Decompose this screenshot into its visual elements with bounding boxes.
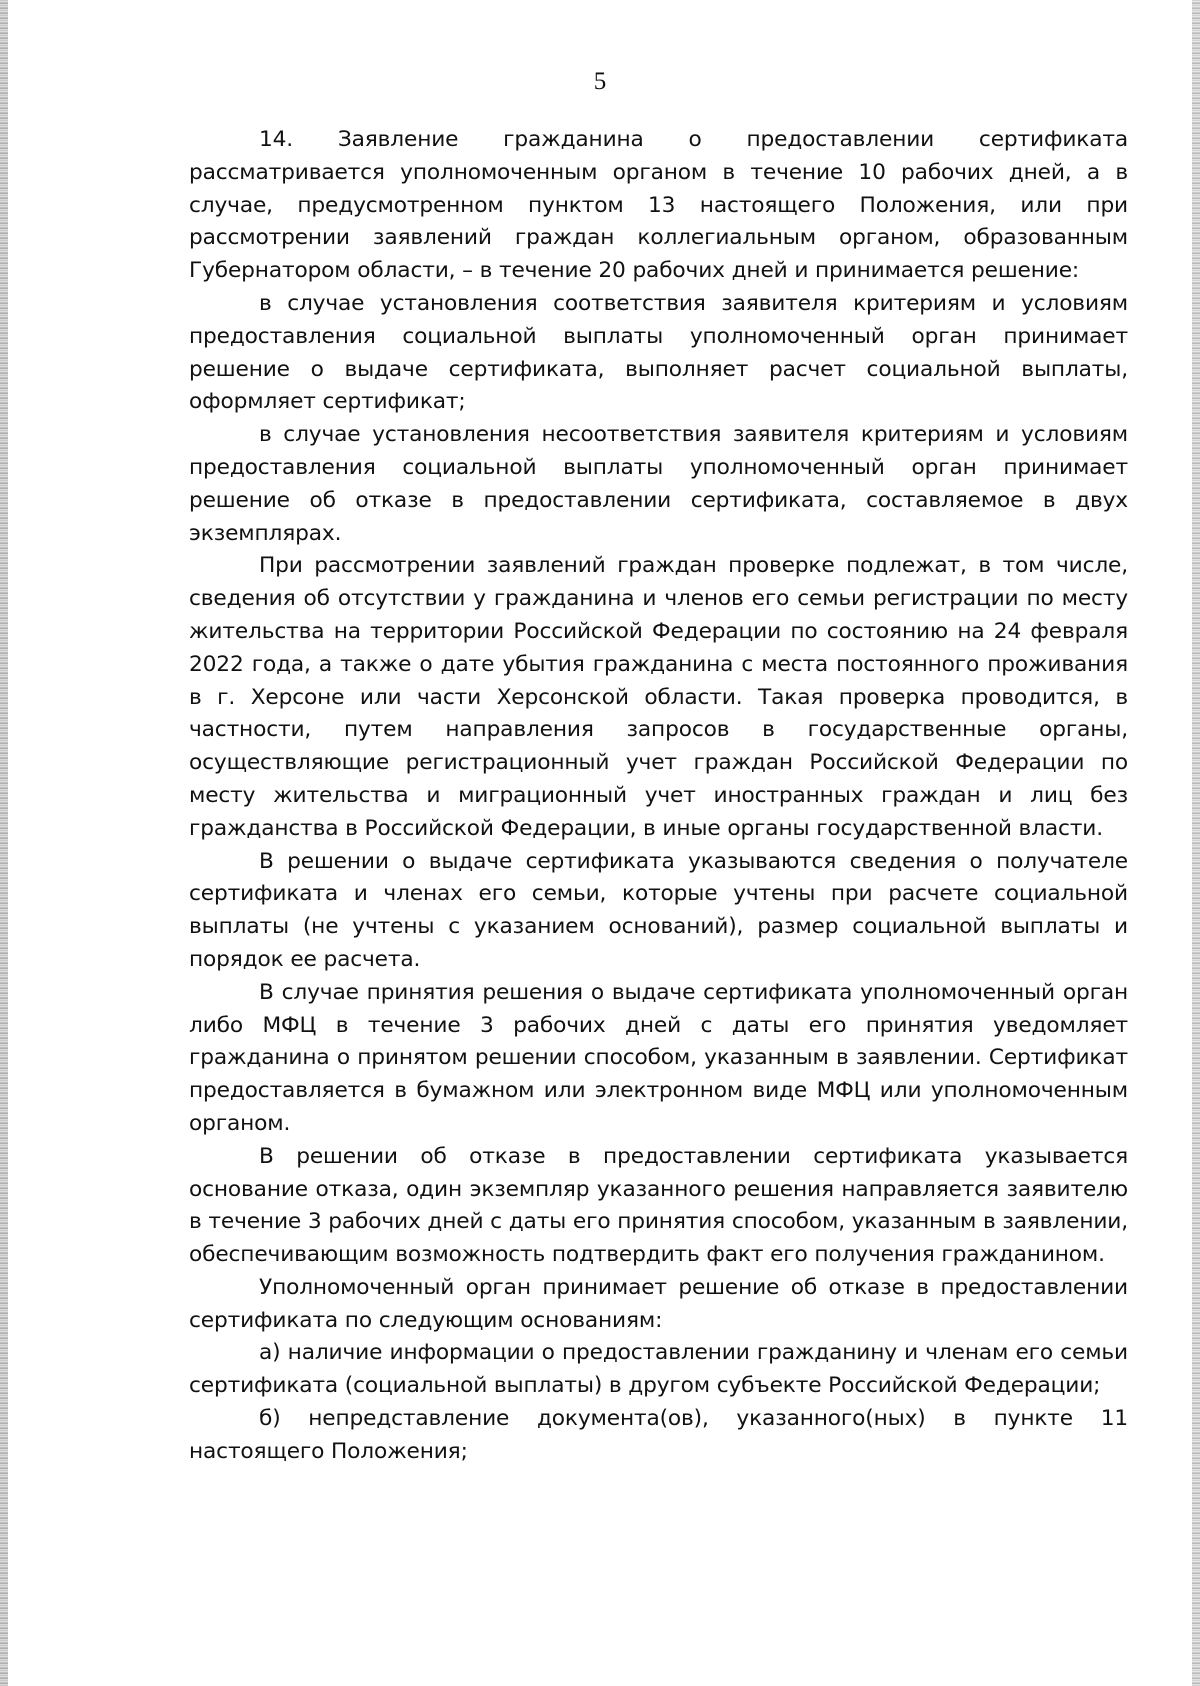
scan-edge-left [0, 0, 8, 1686]
paragraph-7: В решении об отказе в предоставлении сертификата указывается основание отказа, один экземпляр указанного решения направляется заявителю в течение 3 рабочих дней с даты его принятия способом, указанным в заявлении, обеспечивающим возможность подтвердить факт его получения гражданином. [189, 1143, 1128, 1268]
paragraph-2: в случае установления соответствия заявителя критериям и условиям предоставления социальной выплаты уполномоченный орган принимает решение о выдаче сертификата, выполняет расчет социальной выплаты, оформляет сертификат; [189, 290, 1128, 415]
document-body [189, 124, 1128, 1469]
paragraph-4: При рассмотрении заявлений граждан проверке подлежат, в том числе, сведения об отсутствии у гражданина и членов его семьи регистрации по месту жительства на территории Российской Федерации по состоянию на 24 февраля 2022 года, а также о дате убытия гражданина с места постоянного проживания в г. Херсоне или части Херсонской области. Такая проверка проводится, в частности, путем направления запросов в государственные органы, осуществляющие регистрационный учет граждан Российской Федерации по месту жительства и миграционный учет иностранных граждан и лиц без гражданства в Российской Федерации, в иные органы государственной власти. [189, 553, 1128, 841]
page-number: 5 [593, 68, 607, 95]
scan-edge-right [1192, 0, 1200, 1686]
paragraph-3: в случае установления несоответствия заявителя критериям и условиям предоставления социальной выплаты уполномоченный орган принимает решение об отказе в предоставлении сертификата, составляемое в двух экземплярах. [189, 422, 1128, 546]
paragraph-1: 14. Заявление гражданина о предоставлении сертификата рассматривается уполномоченным органом в течение 10 рабочих дней, а в случае, предусмотренном пунктом 13 настоящего Положения, или при рассмотрении заявлений граждан коллегиальным органом, образованным Губернатором области, – в течение 20 рабочих дней и принимается решение: [189, 127, 1128, 284]
paragraph-8: Уполномоченный орган принимает решение об отказе в предоставлении сертификата по следующим основаниям: [189, 1274, 1128, 1333]
paragraph-6: В случае принятия решения о выдаче сертификата уполномоченный орган либо МФЦ в течение 3 рабочих дней с даты его принятия уведомляет гражданина о принятом решении способом, указанным в заявлении. Сертификат предоставляется в бумажном или электронном виде МФЦ или уполномоченным органом. [189, 979, 1128, 1136]
paragraph-5: В решении о выдаче сертификата указываются сведения о получателе сертификата и членах его семьи, которые учтены при расчете социальной выплаты (не учтены с указанием оснований), размер социальной выплаты и порядок ее расчета. [189, 848, 1128, 972]
paragraph-9: а) наличие информации о предоставлении гражданину и членам его семьи сертификата (социальной выплаты) в другом субъекте Российской Федерации; [189, 1340, 1128, 1399]
paragraph-10: б) непредставление документа(ов), указанного(ных) в пункте 11 настоящего Положения; [189, 1406, 1128, 1464]
